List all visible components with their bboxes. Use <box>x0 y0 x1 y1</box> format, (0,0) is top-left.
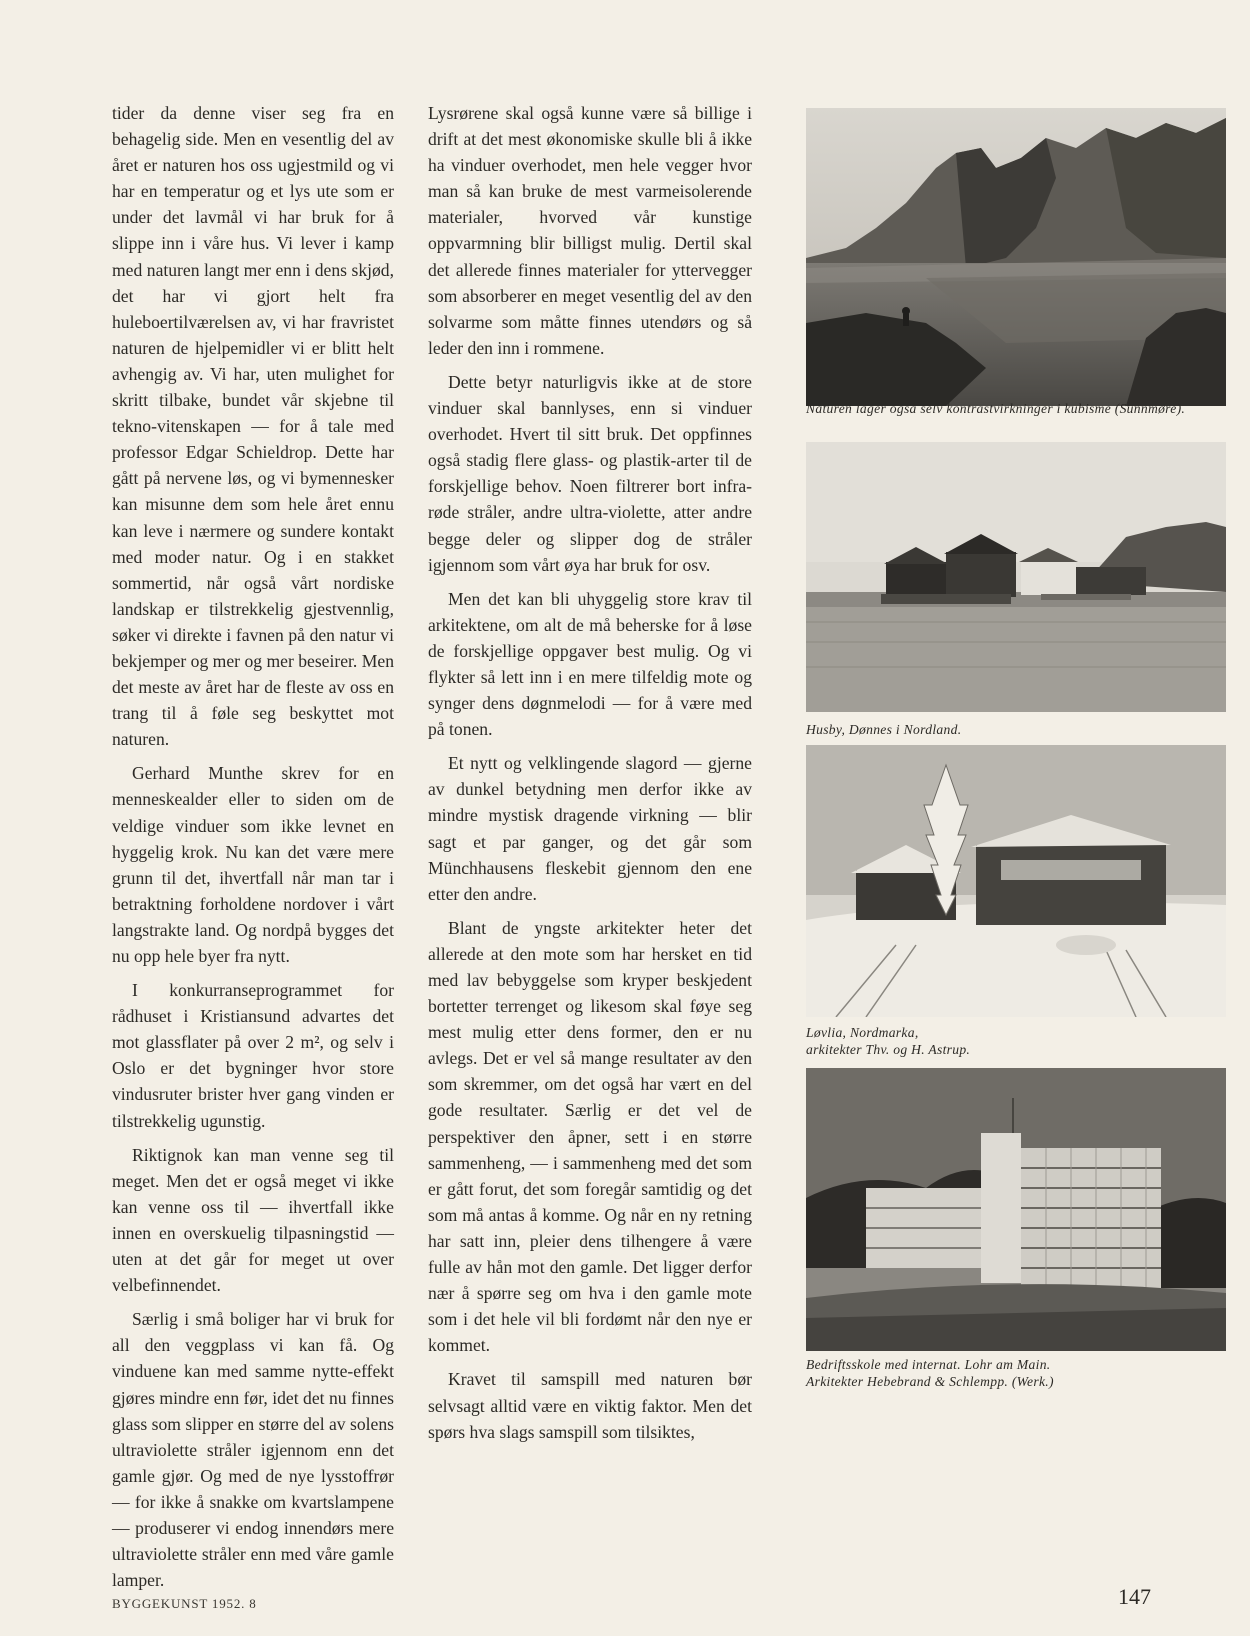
caption-text: Bedriftsskole med internat. Lohr am Main. <box>806 1357 1051 1372</box>
paragraph: Blant de yngste arkitekter heter det allerede at den mote som har hersket en tid med lav bebyggelse som kryper beskjedent bortetter terrenget og likesom skal føye seg mest mulig etter dens former, den er nu avlegs. Det er vel så mange resultater av den som skremmer, om det også har vært en del gode resultater. Særlig er det vel de perspektiver den åpner, sett i en større sammenheng, — i sammenheng med det som er gått forut, det som foregår samtidig og det som må antas å komme. Og når en ny retning har satt inn, pleier dens tilhengere å være fulle av hån mot den gamle. Det ligger derfor nær å spørre seg om hva i den gamle mote som i det hele vil bli fordømt når den nye er kommet. <box>428 917 752 1356</box>
paragraph: Gerhard Munthe skrev for en menneskealder eller to siden om de veldige vinduer som ikke levnet en hyggelig krok. Nu kan det være mere grunn til det, ihvertfall når man tar i betraktning forholdene nordover i vårt langstrakte land. Og nordpå bygges det nu opp hele byer fra nytt. <box>112 763 394 966</box>
paragraph: tider da denne viser seg fra en behagelig side. Men en vesentlig del av året er naturen hos oss ugjestmild og vi har en temperatur og et lys ute som er under det lavmål vi har bruk for å slippe inn i våre hus. Vi lever i kamp med naturen langt mer enn i dens skjød, det har vi gjort helt fra huleboertilværelsen av, vi har fravristet naturen de hjelpemidler vi er blitt helt avhengig av. Vi har, uten mulighet for skritt tilbake, bundet vår skjebne til tekno-vitenskapen — for å tale med professor Edgar Schieldrop. Dette har gått på nervene løs, og vi bymennesker kan misunne dem som hele året ennu kan leve i nærmere og sundere kontakt med moder natur. Og i en stakket sommertid, når også vårt nordiske landskap er tilstrekkelig gjestvennlig, søker vi direkte i favnen på den natur vi bekjemper og mer og mer beseirer. Men det meste av året har de fleste av oss en trang til å føle seg beskyttet mot naturen. <box>112 103 394 750</box>
photo-caption-4 <box>806 1356 1226 1390</box>
caption-text: Husby, Dønnes i Nordland. <box>806 722 962 737</box>
paragraph: Et nytt og velklingende slagord — gjerne av dunkel betydning men derfor ikke av mindre mystisk dragende virkning — blir sagt et par ganger, og det går som Münchhausens fleskebit gjennom den ene etter den andre. <box>428 753 752 904</box>
text-column-1 <box>112 100 394 1601</box>
paragraph: Kravet til samspill med naturen bør selvsagt alltid være en viktig faktor. Men det spørs hva slags samspill som tilsiktes, <box>428 1369 752 1442</box>
caption-text: Arkitekter Hebebrand & Schlempp. (Werk.) <box>806 1374 1054 1389</box>
journal-footer: BYGGEKUNST 1952. 8 <box>112 1596 257 1611</box>
paragraph: Riktignok kan man venne seg til meget. Men det er også meget vi ikke kan venne oss til — ihvertfall ikke innen en overskuelig tilpasningstid — uten at det går for meget ut over velbefinnendet. <box>112 1144 394 1296</box>
caption-text: arkitekter Thv. og H. Astrup. <box>806 1042 971 1057</box>
caption-text: Løvlia, Nordmarka, <box>806 1025 919 1040</box>
caption-text: Naturen lager også selv kontrastvirkninger i kubisme (Sunnmøre). <box>806 401 1186 416</box>
paragraph: Dette betyr naturligvis ikke at de store vinduer skal bannlyses, enn si vinduer overhodet. Hvert til sitt bruk. Det oppfinnes også stadig flere glass- og plastik-arter til de forskjellige behov. Noen filtrerer bort infra-røde stråler, andre ultra-violette, atter andre begge deler og slipper dog de stråler igjennom som vårt øya har bruk for osv. <box>428 371 752 575</box>
photo-caption-1 <box>806 400 1226 417</box>
photo-husby-donnes <box>806 442 1226 712</box>
photo-bedriftsskole-lohr <box>806 1068 1226 1351</box>
photo-caption-3 <box>806 1024 1226 1058</box>
text-column-2 <box>428 100 752 1453</box>
paragraph: Særlig i små boliger har vi bruk for all den veggplass vi kan få. Og vinduene kan med samme nytte-effekt gjøres mindre enn før, idet det nu finnes glass som slipper en større del av solens ultraviolette stråler igjennom enn det gamle gjør. Og med de nye lysstoffrør — for ikke å snakke om kvartslampene — produserer vi endog innendørs mere ultraviolette stråler enn med våre gamle lamper. <box>112 1309 394 1591</box>
paragraph: Lysrørene skal også kunne være så billige i drift at det mest økonomiske skulle bli å ikke ha vinduer overhodet, men hele vegger hvor man så kan bruke de mest varmeisolerende materialer, hvorved vår kunstige oppvarmning blir billigst mulig. Dertil skal det allerede finnes materialer for yttervegger som absorberer en meget vesentlig del av den solvarme som måtte finnes utendørs og så leder den inn i rommene. <box>428 103 752 358</box>
photo-fjord-sunnmore <box>806 108 1226 406</box>
page-number: 147 <box>1118 1584 1151 1609</box>
photo-lovlia-nordmarka <box>806 745 1226 1017</box>
paragraph: I konkurranseprogrammet for rådhuset i Kristiansund advartes det mot glassflater på over 2 m², og selv i Oslo er det bygninger hvor store vindusruter brister hver gang vinden er tilstrekkelig ugunstig. <box>112 980 394 1131</box>
photo-caption-2 <box>806 721 1226 738</box>
paragraph: Men det kan bli uhyggelig store krav til arkitektene, om alt de må beherske for å løse de forskjellige oppgaver best mulig. Og vi flykter så lett inn i en mere tilfeldig mote og synger dens døgnmelodi — for å være med på tonen. <box>428 588 752 740</box>
